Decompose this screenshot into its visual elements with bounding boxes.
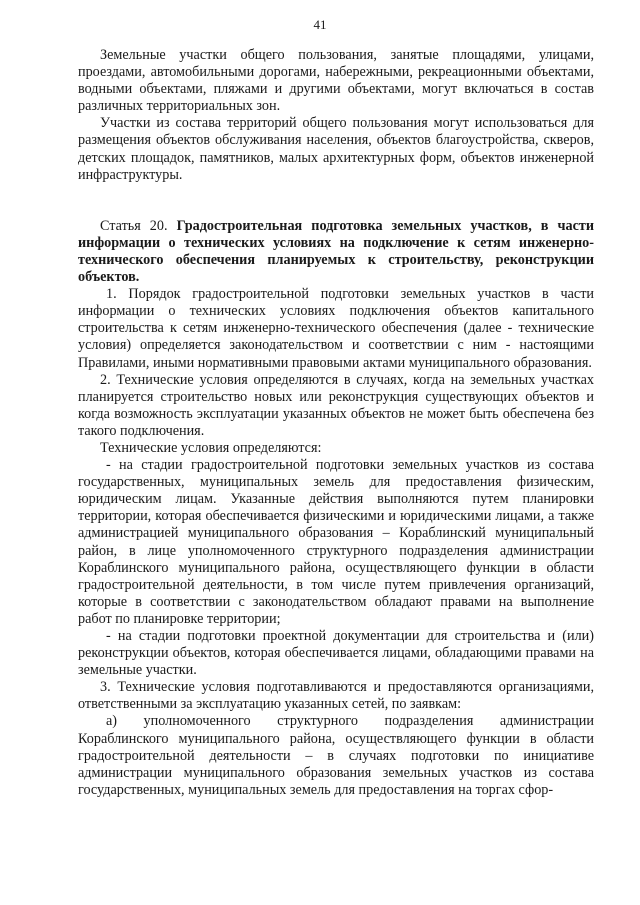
paragraph: Технические условия определяются: xyxy=(100,439,322,456)
article-prefix: Статья 20. xyxy=(100,217,177,234)
article-heading xyxy=(78,218,594,286)
document-body xyxy=(78,47,594,799)
paragraph: Земельные участки общего пользования, занятые площадями, улицами, проездами, автомобильными дорогами, набережными, рекреационными объектами, водными объектами, пляжами и другими объектами, могут включаться в состав различных территориальных зон. xyxy=(78,47,594,115)
paragraph: 1. Порядок градостроительной подготовки земельных участков в части информации о технических условиях подключения объектов капитального строительства к сетям инженерно-технического обеспечения (далее - технические условия) определяется законодательством и соответствии с ним - настоящими Правилами, иными нормативными правовыми актами муниципального образования. xyxy=(78,286,594,371)
paragraph: Участки из состава территорий общего пользования могут использоваться для размещения объектов обслуживания населения, объектов благоустройства, скверов, детских площадок, памятников, малых архитектурных форм, объектов инженерной инфраструктуры. xyxy=(78,115,594,183)
list-item: - на стадии градостроительной подготовки земельных участков из состава государственных, муниципальных земель для предоставления физическим, юридическим лицам. Указанные действия выполняются путем планировки территории, которая обеспечивается физическими и юридическими лицами, а также администрацией муниципального образования – Кораблинский муниципальный район, в лице уполномоченного структурного подразделения администрации Кораблинского муниципального района, осуществляющего функции в области градостроительной деятельности, в том числе путем привлечения организаций, которые в соответствии с законодательством обладают правами на выполнение работ по планировке территории; xyxy=(78,457,594,627)
paragraph: 2. Технические условия определяются в случаях, когда на земельных участках планируется строительство новых или реконструкция существующих объектов и когда возможность эксплуатации указанных объектов не может быть обеспечена без такого подключения. xyxy=(78,371,594,439)
page-number: 41 xyxy=(313,17,327,32)
paragraph: 3. Технические условия подготавливаются и предоставляются организациями, ответственными за эксплуатацию указанных сетей, по заявкам: xyxy=(78,679,594,713)
list-item: а) уполномоченного структурного подразделения администрации Кораблинского муниципального района, осуществляющего функции в области градостроительной деятельности – в случаях подготовки по инициативе администрации муниципального образования земельных участков из состава государственных, муниципальных земель для предоставления на торгах сфор- xyxy=(78,713,594,798)
list-item: - на стадии подготовки проектной документации для строительства и (или) реконструкции объектов, которая обеспечивается лицами, обладающими правами на земельные участки. xyxy=(78,628,594,679)
section-gap xyxy=(78,184,594,218)
article-title: Градостроительная подготовка земельных участков, в части информации о технических условиях на подключение к сетям инженерно-технического обеспечения планируемых к строительству, реконструкции объектов. xyxy=(78,217,595,286)
